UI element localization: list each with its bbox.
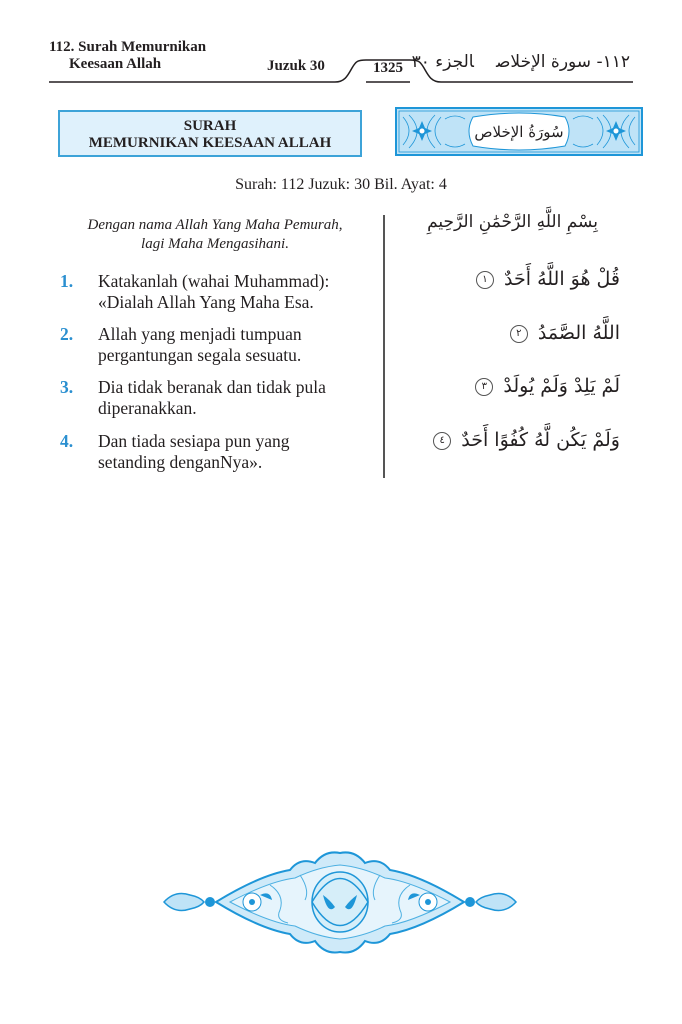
- verse-line: «Dialah Allah Yang Maha Esa.: [98, 292, 314, 312]
- running-head-arabic: [411, 52, 630, 72]
- verse-translation: [60, 271, 380, 315]
- ayah-end-marker-icon: ٢: [510, 325, 528, 343]
- bismillah-translation-line1: Dengan nama Allah Yang Maha Pemurah,: [87, 217, 343, 233]
- verse-line: Katakanlah (wahai Muhammad):: [98, 271, 330, 291]
- verse-number: 1.: [60, 271, 74, 291]
- verse-translation: [60, 431, 380, 475]
- verse-arabic: [400, 429, 620, 451]
- verse-translation: [60, 324, 380, 368]
- arabic-surah-name: ١١٢- سورة الإخلاص: [496, 52, 630, 72]
- verse-line: setanding denganNya».: [98, 452, 263, 472]
- verse-line: diperanakkan.: [98, 398, 197, 418]
- ayah-text: وَلَمْ يَكُن لَّهُ كُفُوًا أَحَدٌ: [461, 429, 620, 451]
- bismillah-arabic: بِسْمِ اللَّهِ الرَّحْمَٰنِ الرَّحِيمِ: [427, 212, 598, 232]
- surah-title-line2: MEMURNIKAN KEESAAN ALLAH: [88, 135, 332, 151]
- running-head-juzuk: Juzuk 30: [267, 58, 325, 74]
- surah-title-box: [58, 110, 362, 157]
- verse-arabic: [400, 322, 620, 344]
- ayah-text: قُلْ هُوَ اللَّهُ أَحَدٌ: [504, 268, 620, 290]
- verse-number: 2.: [60, 324, 74, 344]
- verse-line: Dan tiada sesiapa pun yang: [98, 431, 290, 451]
- arabic-surah-calligraphy: سُورَةُ الإخلاص: [474, 123, 564, 141]
- verse-arabic: [400, 268, 620, 290]
- verse-translation: [60, 377, 380, 421]
- column-divider: [383, 215, 385, 478]
- ayah-text: اللَّهُ الصَّمَدُ: [537, 322, 620, 344]
- arabic-juz: الجزء ٣٠: [411, 52, 474, 72]
- ayah-end-marker-icon: ١: [476, 271, 494, 289]
- verse-number: 3.: [60, 377, 74, 397]
- verse-arabic: [400, 375, 620, 397]
- running-head-line1: 112. Surah Memurnikan: [49, 39, 207, 55]
- bismillah-translation-line2: lagi Maha Mengasihani.: [141, 236, 289, 252]
- ayah-end-marker-icon: ٤: [433, 432, 451, 450]
- verse-line: Allah yang menjadi tumpuan: [98, 324, 302, 344]
- running-head-line2: Keesaan Allah: [69, 56, 162, 72]
- verse-number: 4.: [60, 431, 74, 451]
- surah-info: Surah: 112 Juzuk: 30 Bil. Ayat: 4: [235, 176, 447, 193]
- finial-right-icon: [465, 897, 475, 907]
- verse-line: Dia tidak beranak dan tidak pula: [98, 377, 326, 397]
- bismillah-translation: [60, 216, 370, 254]
- verse-line: pergantungan segala sesuatu.: [98, 345, 302, 365]
- surah-title-line1: SURAH: [183, 118, 237, 134]
- surah-ornament-banner: [395, 107, 643, 156]
- page-number: 1325: [373, 60, 403, 76]
- closing-ornament: [160, 845, 520, 960]
- finial-left-icon: [205, 897, 215, 907]
- ayah-end-marker-icon: ٣: [475, 378, 493, 396]
- ayah-text: لَمْ يَلِدْ وَلَمْ يُولَدْ: [503, 375, 620, 397]
